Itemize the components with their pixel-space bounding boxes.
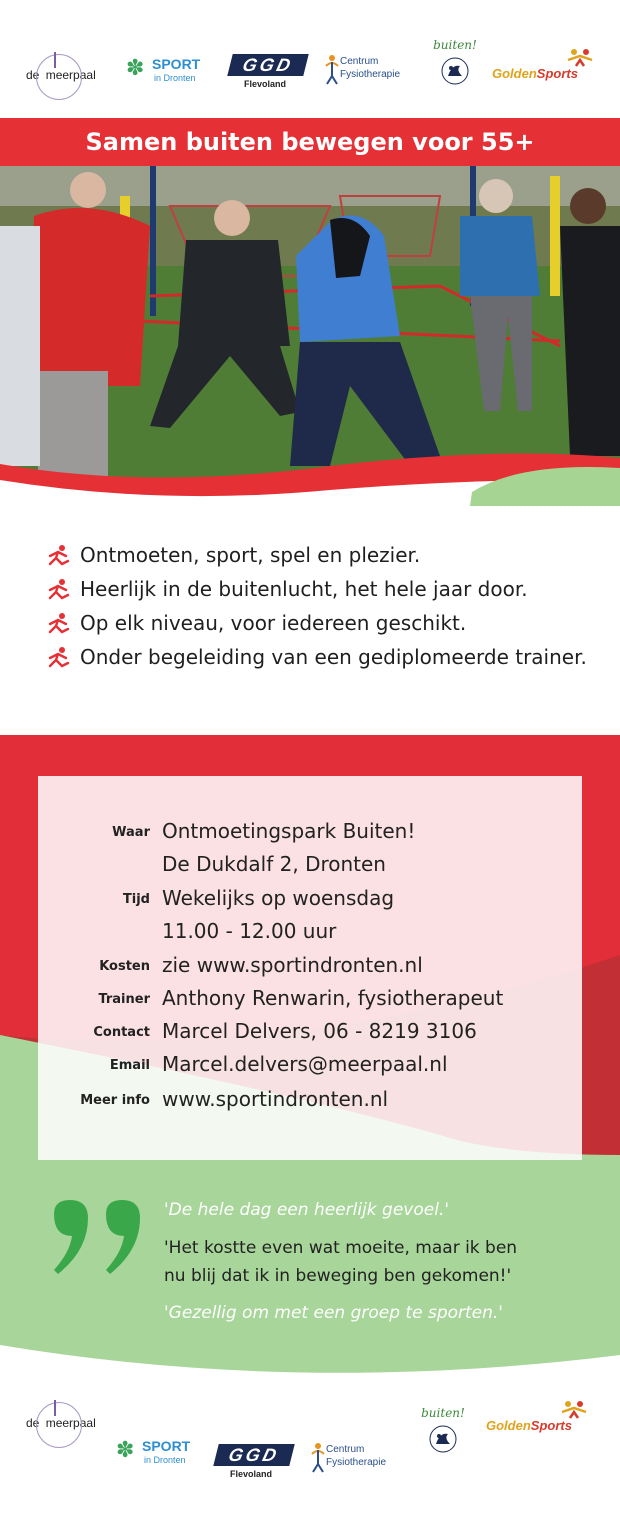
fysio-line2: Fysiotherapie [340,69,401,80]
info-label: Meer info [80,1093,150,1108]
info-label: Tijd [122,892,150,907]
info-row-waar [38,819,582,849]
runner-icon [46,544,72,566]
footer-logo-row [0,1400,620,1538]
fysio-line1: Centrum [340,56,379,67]
buiten-logo [420,1406,466,1470]
bullet-text: Heerlijk in de buitenlucht, het hele jaar door. [80,577,528,601]
quote-2-line1: 'Het kostte even wat moeite, maar ik ben [164,1238,518,1258]
fysio-line2: Fysiotherapie [326,1457,387,1468]
bullet-text: Onder begeleiding van een gediplomeerde trainer. [80,645,587,669]
buiten-name: buiten! [421,1406,465,1420]
meerpaal-name: meerpaal [45,1416,96,1430]
list-item [44,640,604,674]
ggd-name: GGD [227,54,308,76]
info-row-kosten [38,953,582,983]
info-value: Wekelijks op woensdag [162,886,395,910]
meerpaal-mark [54,1400,56,1416]
photo-red-wave [0,440,620,506]
info-row-contact [38,1019,582,1049]
runner-icon [566,48,596,68]
sport-line1: SPORT [142,1438,191,1454]
ggd-region: Flevoland [230,1469,273,1479]
sport-line2: in Dronten [144,1455,186,1465]
peacock-icon [428,1424,458,1454]
bullet-text: Ontmoeten, sport, spel en plezier. [80,543,421,567]
info-value: 11.00 - 12.00 uur [162,919,337,943]
info-label: Email [109,1058,150,1073]
info-row-waar-address [38,852,582,882]
info-row-meer-info [38,1087,582,1117]
info-value: De Dukdalf 2, Dronten [162,852,386,876]
hero-photo [0,166,620,506]
meerpaal-logo [26,1416,96,1430]
header-logo-row [0,0,620,118]
quote-mark-icon [50,1200,146,1278]
info-label: Kosten [99,959,150,974]
meerpaal-ring [36,1402,82,1448]
goldensports-name [486,1418,572,1433]
figure-icon [322,54,342,86]
runner-icon [560,1400,590,1420]
meerpaal-de: de [26,1416,40,1430]
golden-word: Golden [486,1418,531,1433]
benefits-list [44,538,604,674]
sports-word: Sports [530,1418,572,1433]
info-label: Contact [93,1025,150,1040]
info-row-trainer [38,986,582,1016]
info-value: zie www.sportindronten.nl [162,953,423,977]
info-value: Anthony Renwarin, fysiotherapeut [162,986,504,1010]
ggd-region: Flevoland [244,79,287,89]
info-value: Marcel.delvers@meerpaal.nl [162,1052,448,1076]
meerpaal-mark [54,52,56,68]
quote-1: 'De hele dag een heerlijk gevoel.' [164,1200,450,1220]
sport-line1: SPORT [152,56,201,72]
list-item [44,538,604,572]
peacock-icon [440,56,470,86]
info-value: Ontmoetingspark Buiten! [162,819,416,843]
quote-3: 'Gezellig om met een groep te sporten.' [164,1303,503,1323]
golden-word: Golden [492,66,537,81]
fysio-line1: Centrum [326,1444,365,1455]
figure-icon [308,1442,328,1474]
snowflake-icon: ✽ [116,1438,135,1463]
runner-icon [46,646,72,668]
list-item [44,572,604,606]
info-value: www.sportindronten.nl [162,1087,389,1111]
info-value: Marcel Delvers, 06 - 8219 3106 [162,1019,477,1043]
info-row-tijd [38,886,582,916]
meerpaal-name: meerpaal [45,68,96,82]
sports-word: Sports [536,66,578,81]
info-label: Trainer [98,992,150,1007]
list-item [44,606,604,640]
quote-2-line2: nu blij dat ik in beweging ben gekomen!' [164,1266,512,1286]
meerpaal-logo [26,68,96,82]
ggd-name: GGD [213,1444,294,1466]
buiten-logo [432,38,478,102]
runner-icon [46,578,72,600]
meerpaal-ring [36,54,82,100]
snowflake-icon: ✽ [126,56,145,81]
buiten-name: buiten! [433,38,477,52]
sport-line2: in Dronten [154,73,196,83]
page-title: Samen buiten bewegen voor 55+ [0,118,620,166]
goldensports-name [492,66,578,81]
info-row-email [38,1052,582,1082]
info-label: Waar [112,825,150,840]
meerpaal-de: de [26,68,40,82]
runner-icon [46,612,72,634]
info-row-tijd-hours [38,919,582,949]
bullet-text: Op elk niveau, voor iedereen geschikt. [80,611,467,635]
